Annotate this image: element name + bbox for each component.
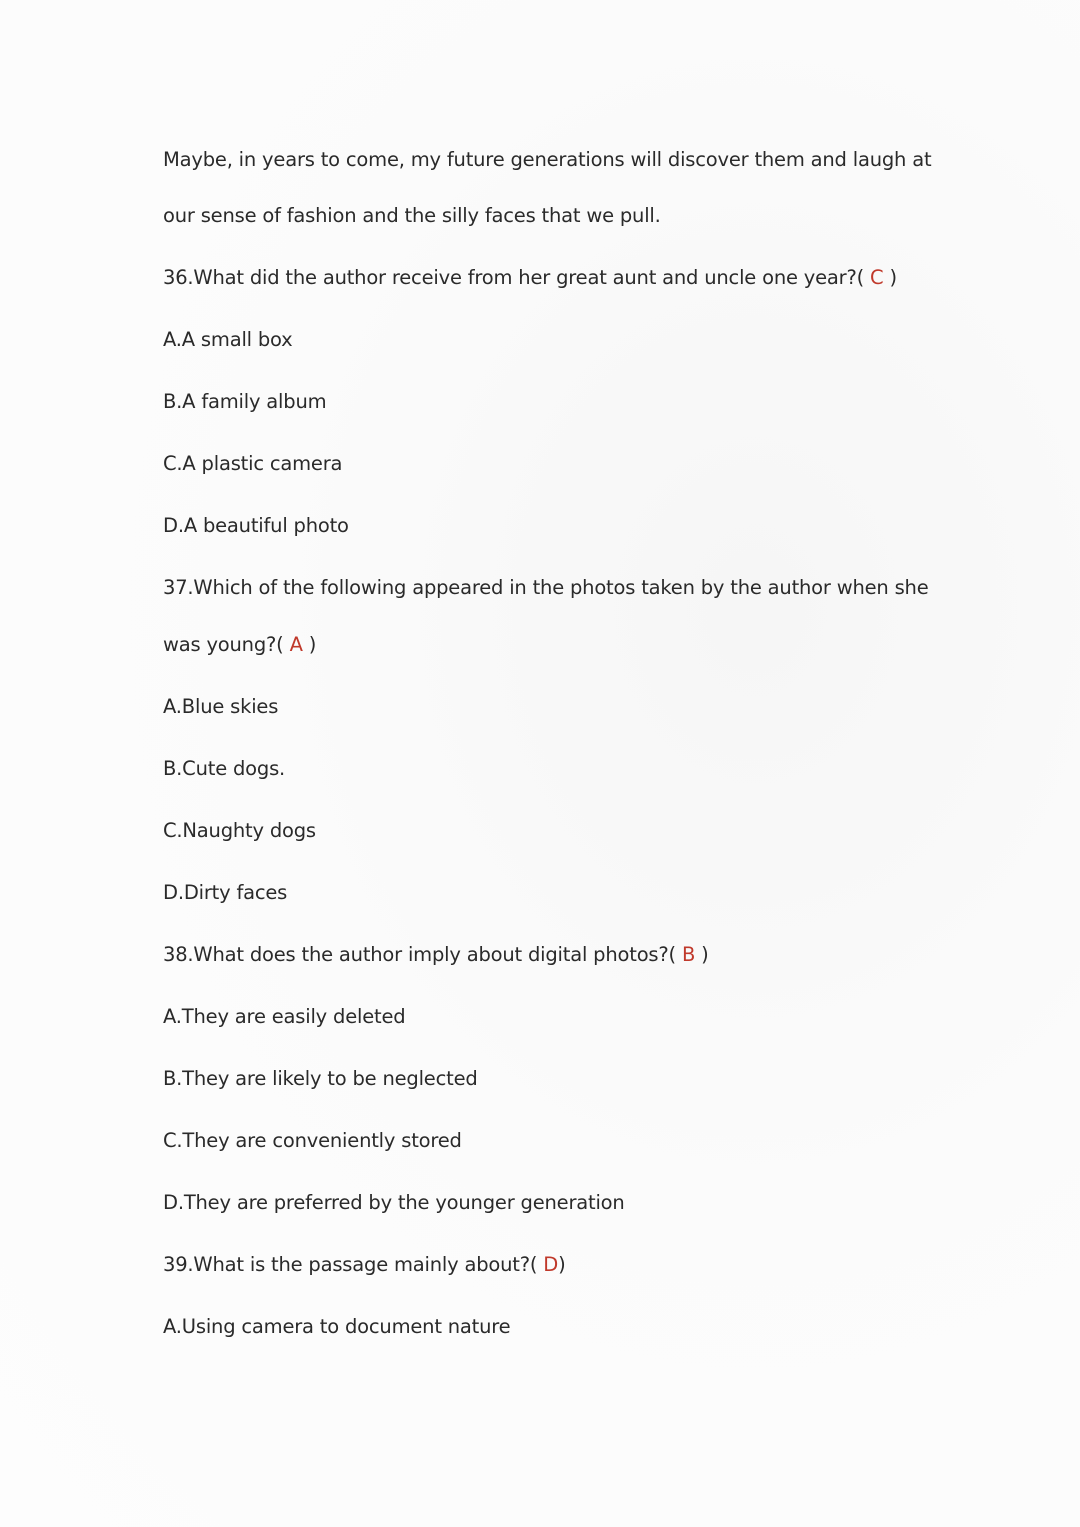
question-38-option-d: D.They are preferred by the younger generation: [163, 1191, 625, 1214]
question-36-stem: 36.What did the author receive from her great aunt and uncle one year?(: [163, 266, 871, 289]
question-37-stem-line-1: 37.Which of the following appeared in the photos taken by the author when she: [163, 576, 929, 599]
question-37-stem: was young?(: [163, 633, 290, 656]
question-38-answer: B: [681, 943, 696, 966]
question-37-option-a: A.Blue skies: [163, 695, 279, 718]
passage-line-2: our sense of fashion and the silly faces that we pull.: [163, 204, 661, 227]
question-37: [163, 630, 316, 660]
question-39-answer: D: [543, 1253, 559, 1276]
question-39-close: ): [558, 1253, 566, 1276]
question-38-option-a: A.They are easily deleted: [163, 1005, 406, 1028]
question-39-stem: 39.What is the passage mainly about?(: [163, 1253, 544, 1276]
question-36-answer: C: [870, 266, 884, 289]
question-36-option-a: A.A small box: [163, 328, 293, 351]
question-38: [163, 940, 709, 970]
question-38-option-c: C.They are conveniently stored: [163, 1129, 462, 1152]
question-36-option-b: B.A family album: [163, 390, 327, 413]
question-38-option-b: B.They are likely to be neglected: [163, 1067, 478, 1090]
question-37-close: ): [302, 633, 317, 656]
question-36-close: ): [883, 266, 897, 289]
question-37-option-c: C.Naughty dogs: [163, 819, 316, 842]
question-37-answer: A: [289, 633, 303, 656]
question-39-option-a: A.Using camera to document nature: [163, 1315, 511, 1338]
question-37-option-d: D.Dirty faces: [163, 881, 288, 904]
question-38-close: ): [695, 943, 709, 966]
passage-line-1: Maybe, in years to come, my future generations will discover them and laugh at: [163, 148, 932, 171]
question-38-stem: 38.What does the author imply about digital photos?(: [163, 943, 682, 966]
question-36: [163, 263, 897, 293]
question-37-option-b: B.Cute dogs.: [163, 757, 286, 780]
question-39: [163, 1250, 566, 1280]
question-36-option-d: D.A beautiful photo: [163, 514, 349, 537]
question-36-option-c: C.A plastic camera: [163, 452, 343, 475]
